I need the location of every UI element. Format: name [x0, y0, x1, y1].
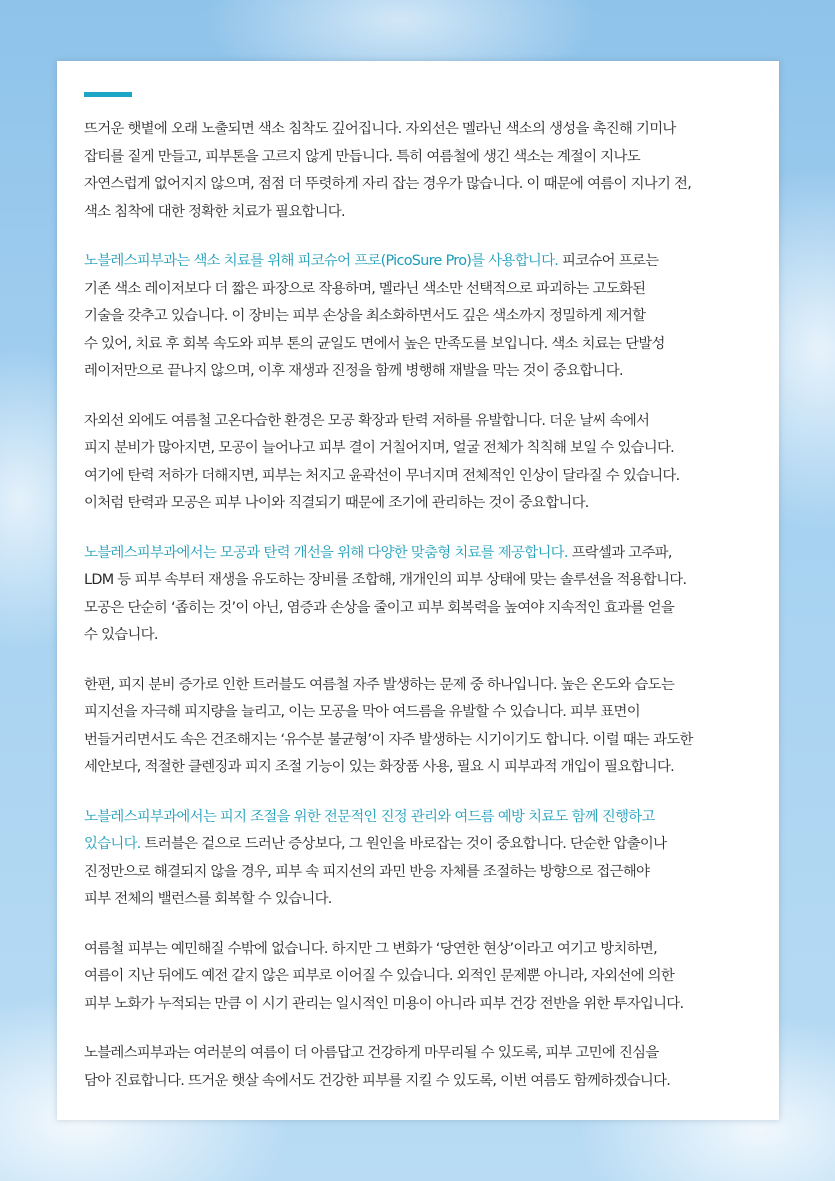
highlight-text: 노블레스피부과에서는 모공과 탄력 개선을 위해 다양한 맞춤형 치료를 제공합니다. — [84, 544, 568, 561]
highlight-text: 있습니다. — [84, 836, 141, 852]
highlight-text: 노블레스피부과는 색소 치료를 위해 피코슈어 프로(PicoSure Pro)를 사용합니다. — [84, 253, 559, 269]
paragraph-4: 노블레스피부과에서는 모공과 탄력 개선을 위해 다양한 맞춤형 치료를 제공합니다. 프락셀과 고주파, LDM 등 피부 속부터 재생을 유도하는 장비를 조합해, 개개인의 피부 상태에 맞는 솔루션을 적용합니다. 모공은 단순히 ‘좁히는 것’이 아닌, 염증과 손상을 줄이고 피부 회복력을 높여야 지속적인 효과를 얻을 수 있습니다. — [84, 544, 687, 643]
paragraph-5: 한편, 피지 분비 증가로 인한 트러블도 여름철 자주 발생하는 문제 중 하나입니다. 높은 온도와 습도는 피지선을 자극해 피지량을 늘리고, 이는 모공을 막아 여드름을 유발할 수 있습니다. 피부 표면이 번들거리면서도 속은 건조해지는 ‘유수분 불균형’이 자주 발생하는 시기이기도 합니다. 이럴 때는 과도한 세안보다, 적절한 클렌징과 피지 조절 기능이 있는 화장품 사용, 필요 시 피부과적 개입이 필요합니다. — [84, 676, 693, 775]
paragraph-7: 여름철 피부는 예민해질 수밖에 없습니다. 하지만 그 변화가 ‘당연한 현상’이라고 여기고 방치하면, 여름이 지난 뒤에도 예전 같지 않은 피부로 이어질 수 있습니다. 외적인 문제뿐 아니라, 자외선에 의한 피부 노화가 누적되는 만큼 이 시기 관리는 일시적인 미용이 아니라 피부 건강 전반을 위한 투자입니다. — [84, 940, 684, 1012]
accent-bar — [84, 92, 132, 97]
paragraph-6: 노블레스피부과에서는 피지 조절을 위한 전문적인 진정 관리와 여드름 예방 치료도 함께 진행하고 있습니다. 트러블은 겉으로 드러난 증상보다, 그 원인을 바로잡는 것이 중요합니다. 단순한 압출이나 진정만으로 해결되지 않을 경우, 피부 속 피지선의 과민 반응 자체를 조절하는 방향으로 접근해야 피부 전체의 밸런스를 회복할 수 있습니다. — [84, 808, 667, 907]
article-card — [57, 61, 779, 1120]
highlight-text: 노블레스피부과에서는 피지 조절을 위한 전문적인 진정 관리와 여드름 예방 치료도 함께 진행하고 — [84, 808, 655, 825]
paragraph-3: 자외선 외에도 여름철 고온다습한 환경은 모공 확장과 탄력 저하를 유발합니다. 더운 날씨 속에서 피지 분비가 많아지면, 모공이 늘어나고 피부 결이 거칠어지며, 얼굴 전체가 칙칙해 보일 수 있습니다. 여기에 탄력 저하가 더해지면, 피부는 처지고 윤곽선이 무너지며 전체적인 인상이 달라질 수 있습니다. 이처럼 탄력과 모공은 피부 나이와 직결되기 때문에 조기에 관리하는 것이 중요합니다. — [84, 412, 680, 511]
paragraph-2: 노블레스피부과는 색소 치료를 위해 피코슈어 프로(PicoSure Pro)를 사용합니다. 피코슈어 프로는 기존 색소 레이저보다 더 짧은 파장으로 작용하며, 멜라닌 색소만 선택적으로 파괴하는 고도화된 기술을 갖추고 있습니다. 이 장비는 피부 손상을 최소화하면서도 깊은 색소까지 정밀하게 제거할 수 있어, 치료 후 회복 속도와 피부 톤의 균일도 면에서 높은 만족도를 보입니다. 색소 치료는 단발성 레이저만으로 끝나지 않으며, 이후 재생과 진정을 함께 병행해 재발을 막는 것이 중요합니다. — [84, 253, 665, 379]
paragraph-1: 뜨거운 햇볕에 오래 노출되면 색소 침착도 깊어집니다. 자외선은 멜라닌 색소의 생성을 촉진해 기미나 잡티를 짙게 만들고, 피부톤을 고르지 않게 만듭니다. 특히 여름철에 생긴 색소는 계절이 지나도 자연스럽게 없어지지 않으며, 점점 더 뚜렷하게 자리 잡는 경우가 많습니다. 이 때문에 여름이 지나기 전, 색소 침착에 대한 정확한 치료가 필요합니다. — [84, 121, 692, 220]
article-body — [84, 116, 759, 1117]
paragraph-8: 노블레스피부과는 여러분의 여름이 더 아름답고 건강하게 마무리될 수 있도록, 피부 고민에 진심을 담아 진료합니다. 뜨거운 햇살 속에서도 건강한 피부를 지킬 수 있도록, 이번 여름도 함께하겠습니다. — [84, 1045, 671, 1089]
